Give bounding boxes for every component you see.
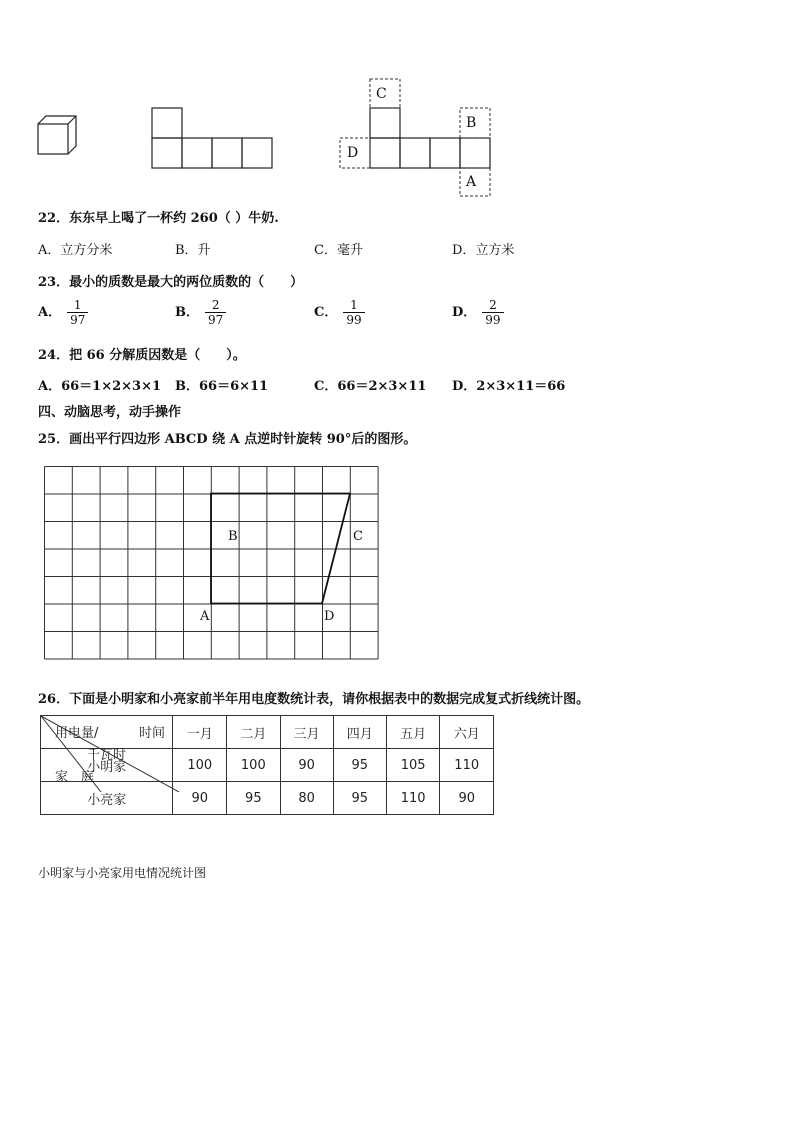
net-label-c: C — [376, 86, 387, 102]
table-cell: 110 — [440, 749, 494, 782]
usage-table — [40, 715, 494, 815]
numerator: 1 — [67, 298, 88, 313]
table-cell: 100 — [173, 749, 227, 782]
table-cell: 100 — [227, 749, 281, 782]
net-label-d: D — [347, 145, 359, 161]
point-label-c: C — [353, 529, 363, 544]
month-header: 二月 — [227, 716, 281, 749]
q23-option-a[interactable] — [38, 298, 88, 327]
table-cell: 90 — [280, 749, 333, 782]
q23-option-c-letter: C． — [314, 305, 338, 320]
chart-title: 小明家与小亮家用电情况统计图 — [38, 866, 207, 880]
q25-grid[interactable] — [44, 466, 382, 660]
month-header: 三月 — [280, 716, 333, 749]
q23-option-b-letter: B． — [175, 305, 199, 320]
q23-stem: 23．最小的质数是最大的两位质数的（ ） — [38, 275, 304, 290]
q23-option-c[interactable] — [314, 298, 365, 327]
q25-stem: 25．画出平行四边形 ABCD 绕 A 点逆时针旋转 90°后的图形。 — [38, 432, 417, 447]
q22-option-b[interactable]: B．升 — [175, 243, 211, 258]
header-time: 时间 — [139, 726, 166, 741]
table-cell: 90 — [173, 782, 227, 815]
q26-stem: 26．下面是小明家和小亮家前半年用电度数统计表，请你根据表中的数据完成复式折线统计图。 — [38, 692, 590, 707]
fraction — [67, 298, 88, 327]
fraction — [205, 298, 226, 327]
q24-option-b-text: B．66＝6×11 — [175, 379, 269, 394]
q24-option-d-text: D．2×3×11＝66 — [452, 379, 566, 394]
table-cell: 95 — [333, 749, 386, 782]
denominator: 97 — [208, 313, 224, 327]
net-label-b: B — [466, 115, 477, 131]
q24-option-a[interactable] — [38, 375, 161, 394]
q24-option-c[interactable] — [314, 375, 426, 394]
fraction — [343, 298, 364, 327]
q24-option-c-text: C．66＝2×3×11 — [314, 379, 427, 394]
q22-option-c[interactable]: C．毫升 — [314, 243, 363, 258]
month-header: 四月 — [333, 716, 386, 749]
numerator: 2 — [205, 298, 226, 313]
net-label-a: A — [466, 174, 477, 190]
table-cell: 95 — [333, 782, 386, 815]
table-cell: 95 — [227, 782, 281, 815]
month-header: 一月 — [173, 716, 227, 749]
q22-stem: 22．东东早上喝了一杯约 260（ ）牛奶. — [38, 211, 279, 226]
denominator: 99 — [346, 313, 362, 327]
q24-option-a-text: A．66＝1×2×3×1 — [38, 379, 162, 394]
section-heading: 四、动脑思考，动手操作 — [38, 405, 182, 420]
point-label-b: B — [228, 529, 238, 544]
table-cell: 110 — [386, 782, 440, 815]
header-unit: 千瓦时 — [87, 748, 127, 763]
table-header-row — [41, 716, 494, 749]
table-cell: 105 — [386, 749, 440, 782]
q24-option-d[interactable] — [452, 375, 565, 394]
cube-figure — [36, 114, 78, 158]
month-header: 六月 — [440, 716, 494, 749]
q23-option-a-letter: A． — [38, 305, 62, 320]
denominator: 97 — [70, 313, 86, 327]
row-label: 小亮家 — [41, 782, 173, 815]
q23-option-d[interactable] — [452, 298, 504, 327]
q24-option-b[interactable] — [175, 375, 268, 394]
q23-option-b[interactable] — [175, 298, 226, 327]
row-label: 小明家 — [41, 749, 173, 782]
point-label-a: A — [200, 609, 210, 624]
cube-net-l-shape — [150, 106, 274, 170]
month-header: 五月 — [386, 716, 440, 749]
q24-stem: 24．把 66 分解质因数是（ ）。 — [38, 348, 246, 363]
point-label-d: D — [324, 609, 335, 624]
numerator: 1 — [343, 298, 364, 313]
table-cell: 90 — [440, 782, 494, 815]
q23-option-d-letter: D． — [452, 305, 477, 320]
denominator: 99 — [485, 313, 501, 327]
numerator: 2 — [482, 298, 503, 313]
header-usage: 用电量/ — [55, 726, 99, 741]
header-family: 家 庭 — [55, 770, 95, 785]
fraction — [482, 298, 503, 327]
q22-option-a[interactable]: A．立方分米 — [38, 243, 113, 258]
q22-option-d[interactable]: D．立方米 — [452, 243, 515, 258]
table-cell: 80 — [280, 782, 333, 815]
